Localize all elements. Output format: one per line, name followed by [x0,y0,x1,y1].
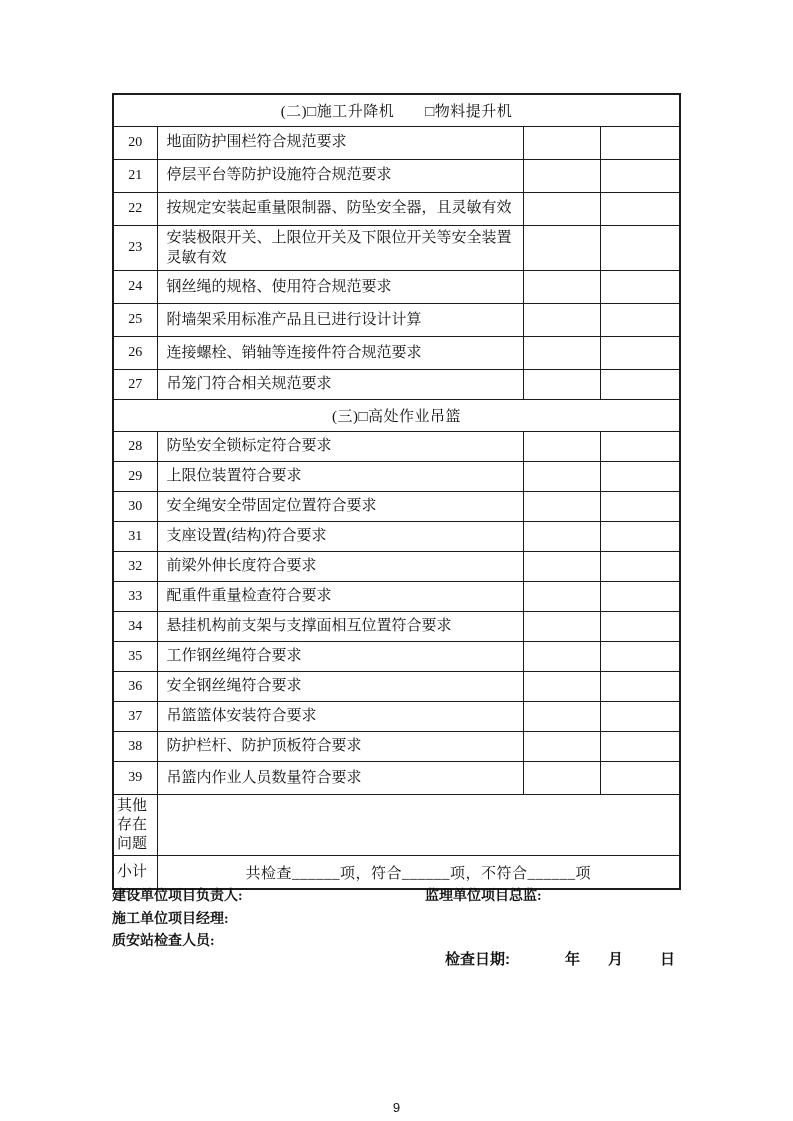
check-result-cell [600,762,680,795]
row-number: 32 [113,552,157,582]
check-result-cell [523,225,600,271]
table-row [113,337,680,370]
check-result-cell [600,370,680,400]
row-number: 28 [113,432,157,462]
check-result-cell [600,492,680,522]
row-number: 35 [113,642,157,672]
check-result-cell [523,702,600,732]
check-result-cell [600,337,680,370]
item-text: 前梁外伸长度符合要求 [157,552,523,582]
item-text: 配重件重量检查符合要求 [157,582,523,612]
check-result-cell [600,702,680,732]
table-row [113,159,680,192]
row-number: 27 [113,370,157,400]
table-row [113,225,680,271]
check-result-cell [523,304,600,337]
contractor-signature-label: 施工单位项目经理: [112,912,229,927]
check-result-cell [600,612,680,642]
subtotal-text: 共检查______项，符合______项，不符合______项 [157,856,680,889]
table-row [113,522,680,552]
item-text: 吊笼门符合相关规范要求 [157,370,523,400]
footer-signatures [0,880,793,990]
check-result-cell [523,192,600,225]
check-result-cell [523,462,600,492]
row-number: 26 [113,337,157,370]
check-result-cell [523,522,600,552]
check-result-cell [523,582,600,612]
check-result-cell [523,642,600,672]
check-result-cell [600,271,680,304]
row-number: 23 [113,225,157,271]
item-text: 连接螺栓、销轴等连接件符合规范要求 [157,337,523,370]
other-issues-label: 其他存在问题 [113,795,157,856]
table-row [113,462,680,492]
inspector-signature-label: 质安站检查人员: [112,934,215,949]
row-number: 21 [113,159,157,192]
check-result-cell [523,492,600,522]
check-result-cell [600,732,680,762]
table-row [113,192,680,225]
table-row [113,762,680,795]
item-text: 防护栏杆、防护顶板符合要求 [157,732,523,762]
inspection-table-wrap [112,93,681,890]
item-text: 安全绳安全带固定位置符合要求 [157,492,523,522]
row-number: 20 [113,126,157,159]
check-result-cell [600,159,680,192]
table-row [113,702,680,732]
table-row [113,582,680,612]
check-result-cell [523,732,600,762]
owner-signature-label: 建设单位项目负责人: [112,889,243,904]
check-result-cell [600,522,680,552]
row-number: 24 [113,271,157,304]
item-text: 附墙架采用标准产品且已进行设计计算 [157,304,523,337]
check-result-cell [523,552,600,582]
table-row [113,732,680,762]
item-text: 吊篮内作业人员数量符合要求 [157,762,523,795]
row-number: 22 [113,192,157,225]
row-number: 39 [113,762,157,795]
row-number: 30 [113,492,157,522]
section-hoist-title: (二)□施工升降机 □物料提升机 [113,94,680,126]
check-result-cell [523,612,600,642]
table-row [113,552,680,582]
item-text: 钢丝绳的规格、使用符合规范要求 [157,271,523,304]
item-text: 安装极限开关、上限位开关及下限位开关等安全装置灵敏有效 [157,225,523,271]
other-issues-row [113,795,680,856]
check-result-cell [523,159,600,192]
check-result-cell [523,337,600,370]
date-label: 检查日期: [445,951,510,968]
check-result-cell [600,192,680,225]
item-text: 防坠安全锁标定符合要求 [157,432,523,462]
subtotal-label: 小计 [113,856,157,889]
table-row [113,304,680,337]
check-result-cell [523,271,600,304]
page-number: 9 [392,1100,401,1115]
item-text: 工作钢丝绳符合要求 [157,642,523,672]
row-number: 37 [113,702,157,732]
item-text: 地面防护围栏符合规范要求 [157,126,523,159]
item-text: 上限位装置符合要求 [157,462,523,492]
date-month-label: 月 [608,951,624,968]
check-result-cell [600,126,680,159]
other-issues-content-cell [157,795,680,856]
row-number: 31 [113,522,157,552]
table-row [113,642,680,672]
check-result-cell [600,304,680,337]
row-number: 29 [113,462,157,492]
check-result-cell [523,672,600,702]
table-row [113,432,680,462]
check-result-cell [600,225,680,271]
section-header-row-hoist [113,94,680,126]
item-text: 停层平台等防护设施符合规范要求 [157,159,523,192]
row-number: 36 [113,672,157,702]
check-result-cell [600,582,680,612]
date-day-label: 日 [660,951,676,968]
table-row [113,370,680,400]
check-result-cell [600,672,680,702]
supervisor-signature-label: 监理单位项目总监: [425,889,542,904]
item-text: 安全钢丝绳符合要求 [157,672,523,702]
item-text: 按规定安装起重量限制器、防坠安全器，且灵敏有效 [157,192,523,225]
check-result-cell [600,552,680,582]
section-header-row-gondola [113,400,680,432]
inspection-checklist-table [112,93,681,890]
item-text: 悬挂机构前支架与支撑面相互位置符合要求 [157,612,523,642]
table-row [113,612,680,642]
item-text: 吊篮篮体安装符合要求 [157,702,523,732]
table-row [113,271,680,304]
row-number: 34 [113,612,157,642]
table-row [113,492,680,522]
check-result-cell [600,432,680,462]
table-row [113,672,680,702]
check-result-cell [523,126,600,159]
row-number: 38 [113,732,157,762]
row-number: 25 [113,304,157,337]
row-number: 33 [113,582,157,612]
check-result-cell [523,432,600,462]
check-result-cell [600,642,680,672]
check-result-cell [600,462,680,492]
item-text: 支座设置(结构)符合要求 [157,522,523,552]
check-result-cell [523,762,600,795]
check-result-cell [523,370,600,400]
date-year-label: 年 [565,951,581,968]
table-row [113,126,680,159]
section-gondola-title: (三)□高处作业吊篮 [113,400,680,432]
